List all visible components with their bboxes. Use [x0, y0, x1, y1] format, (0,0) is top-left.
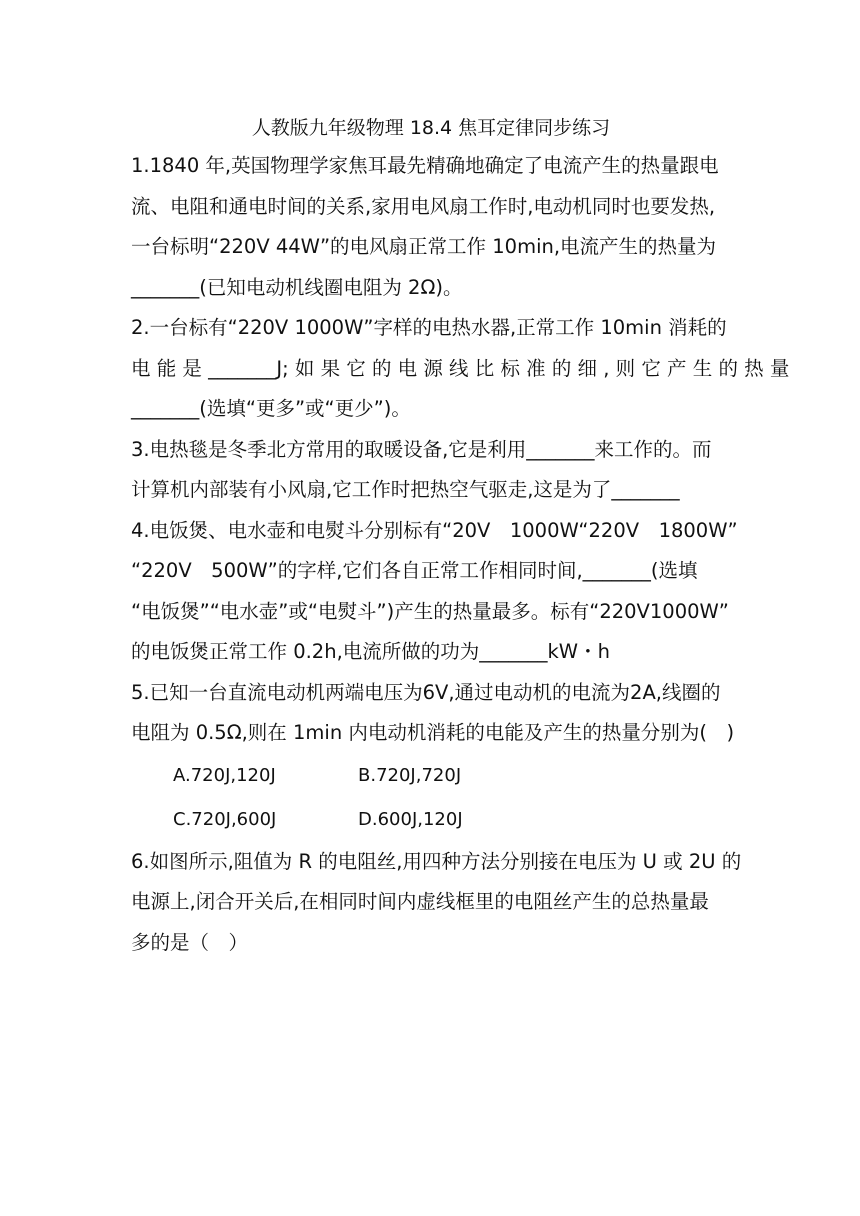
- question-6-line: 多的是（ ）: [131, 930, 249, 954]
- options-row: [173, 798, 731, 842]
- question-6-line: 电源上,闭合开关后,在相同时间内虚线框里的电阻丝产生的总热量最: [131, 890, 709, 913]
- question-4-line: 的电饭煲正常工作 0.2h,电流所做的功为_______kW・h: [131, 640, 610, 663]
- question-2-line: _______(选填“更多”或“更少”)。: [131, 397, 411, 420]
- document-page: [131, 110, 790, 963]
- options-row: [173, 754, 731, 798]
- question-5-line: 5.已知一台直流电动机两端电压为6V,通过电动机的电流为2A,线圈的: [131, 680, 721, 704]
- question-6: [131, 842, 742, 964]
- question-4-line: 4.电饭煲、电水壶和电熨斗分别标有“20V 1000W“220V 1800W”: [131, 518, 738, 542]
- question-5-options: [131, 754, 731, 842]
- question-1-line: _______(已知电动机线圈电阻为 2Ω)。: [131, 275, 463, 299]
- question-1-line: 1.1840 年,英国物理学家焦耳最先精确地确定了电流产生的热量跟电: [131, 154, 719, 177]
- question-1: [131, 146, 731, 308]
- question-2-line: 2.一台标有“220V 1000W”字样的电热水器,正常工作 10min 消耗的: [131, 316, 727, 339]
- question-3-line: 计算机内部装有小风扇,它工作时把热空气驱走,这是为了_______: [131, 478, 680, 501]
- question-1-line: 流、电阻和通电时间的关系,家用电风扇工作时,电动机同时也要发热,: [131, 194, 716, 218]
- question-3-line: 3.电热毯是冬季北方常用的取暖设备,它是利用_______来工作的。而: [131, 437, 712, 461]
- question-4-line: “220V 500W”的字样,它们各自正常工作相同时间,_______(选填: [131, 559, 698, 582]
- question-4-line: “电饭煲”“电水壶”或“电熨斗”)产生的热量最多。标有“220V1000W”: [131, 599, 729, 623]
- option-d: D.600J,120J: [358, 808, 463, 830]
- question-1-line: 一台标明“220V 44W”的电风扇正常工作 10min,电流产生的热量为: [131, 235, 717, 258]
- question-5-line: 电阻为 0.5Ω,则在 1min 内电动机消耗的电能及产生的热量分别为( ): [131, 721, 735, 744]
- question-4: [131, 511, 738, 673]
- document-title: 人教版九年级物理 18.4 焦耳定律同步练习: [251, 117, 611, 139]
- option-a: A.720J,120J: [173, 764, 276, 786]
- question-3: [131, 430, 731, 511]
- question-2-line: 电 能 是 _______J; 如 果 它 的 电 源 线 比 标 准 的 细 , 则 它 产 生 的 热 量: [131, 356, 790, 380]
- question-5: [131, 673, 735, 754]
- question-2: [131, 308, 790, 430]
- question-6-line: 6.如图所示,阻值为 R 的电阻丝,用四种方法分别接在电压为 U 或 2U 的: [131, 849, 742, 873]
- option-b: B.720J,720J: [358, 764, 462, 786]
- option-c: C.720J,600J: [173, 808, 277, 830]
